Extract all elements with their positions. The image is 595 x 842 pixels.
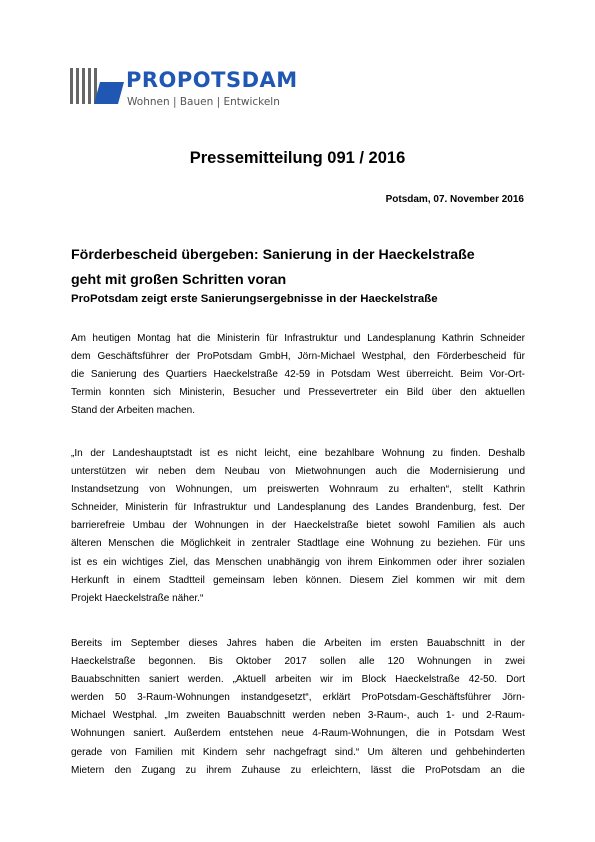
paragraph-line: werden 50 3-Raum-Wohnungen instandgesetzt“, erklärt ProPotsdam-Geschäftsführer Jörn-: [71, 692, 525, 704]
logo-bar: [82, 68, 85, 104]
paragraph-line: unterstützen wir neben dem Neubau von Mietwohnungen auch die Modernisierung und: [71, 466, 525, 478]
subheadline: ProPotsdam zeigt erste Sanierungsergebnisse in der Haeckelstraße: [71, 293, 438, 305]
paragraph-line: barrierefreie Umbau der Wohnungen in der Haeckelstraße bietet sowohl Familien als auch: [71, 520, 525, 532]
paragraph-line: Schneider, Ministerin für Infrastruktur und Landesplanung des Landes Brandenburg, fest. Der: [71, 502, 525, 514]
release-date: Potsdam, 07. November 2016: [385, 194, 524, 205]
logo-bar: [76, 68, 79, 104]
press-release-title: Pressemitteilung 091 / 2016: [189, 149, 406, 167]
paragraph-quote: [71, 445, 525, 608]
propotsdam-logo: [70, 68, 298, 112]
paragraph-line: dem Geschäftsführer der ProPotsdam GmbH, Jörn-Michael Westphal, den Förderbescheid für: [71, 351, 525, 363]
headline: [71, 243, 531, 293]
paragraph-line: gerade von Familien mit Kindern sehr nachgefragt sind.“ Um älteren und gehbehinderten: [71, 746, 525, 758]
paragraph-line: „In der Landeshauptstadt ist es nicht leicht, eine bezahlbare Wohnung zu finden. Deshalb: [71, 448, 525, 459]
logo-bars-icon: [70, 68, 124, 104]
paragraph-line: ist es ein wichtiges Ziel, das Menschen unabhängig von ihrem Einkommen oder ihrer sozialen: [71, 556, 525, 568]
logo-tagline: Wohnen | Bauen | Entwickeln: [127, 96, 280, 108]
paragraph-line: Stand der Arbeiten machen.: [71, 405, 195, 417]
paragraph-line: Bauabschnitten saniert werden. „Aktuell arbeiten wir im Block Haeckelstraße 42-50. Dort: [71, 674, 525, 686]
paragraph-line: Bereits im September dieses Jahres haben die Arbeiten im ersten Bauabschnitt in der: [71, 638, 525, 649]
paragraph-line: die Sanierung des Quartiers Haeckelstraße 42-59 in Potsdam West überreicht. Beim Vor-Ort-: [71, 369, 525, 381]
paragraph-line: Herkunft in einem Stadtteil gemeinsam leben können. Diesem Ziel kommen wir mit dem: [71, 574, 525, 586]
logo-wordmark: PROPOTSDAM: [126, 68, 298, 92]
paragraph-line: Haeckelstraße begonnen. Bis Oktober 2017 sollen alle 120 Wohnungen in zwei: [71, 656, 525, 668]
logo-blue-shape: [94, 82, 124, 104]
paragraph-line: Am heutigen Montag hat die Ministerin für Infrastruktur und Landesplanung Kathrin Schneider: [71, 333, 525, 344]
paragraph-line: älteren Menschen die Möglichkeit in zentraler Stadtlage eine Wohnung zu beziehen. Für uns: [71, 538, 525, 550]
paragraph-intro: [71, 330, 525, 420]
paragraph-line: Termin konnten sich Ministerin, Besucher und Pressevertreter ein Bild über den aktuellen: [71, 387, 525, 399]
paragraph-line: Wohnungen saniert. Außerdem entstehen neue 4-Raum-Wohnungen, die in Potsdam West: [71, 728, 525, 740]
paragraph-line: Mietern den Zugang zu ihrem Zuhause zu erleichtern, lässt die ProPotsdam an die: [71, 764, 525, 776]
headline-line: Förderbescheid übergeben: Sanierung in der Haeckelstraße: [71, 247, 475, 263]
paragraph-line: Instandsetzung von Wohnungen, um preiswerten Wohnraum zu erhalten“, stellt Kathrin: [71, 484, 525, 496]
paragraph-line: Projekt Haeckelstraße näher.“: [71, 592, 204, 604]
logo-bar: [88, 68, 91, 104]
headline-line: geht mit großen Schritten voran: [71, 272, 287, 288]
paragraph-line: Michael Westphal. „Im zweiten Bauabschnitt werden neben 3-Raum-, auch 1- und 2-Raum-: [71, 710, 525, 722]
logo-bar: [70, 68, 73, 104]
paragraph-progress: [71, 635, 525, 780]
